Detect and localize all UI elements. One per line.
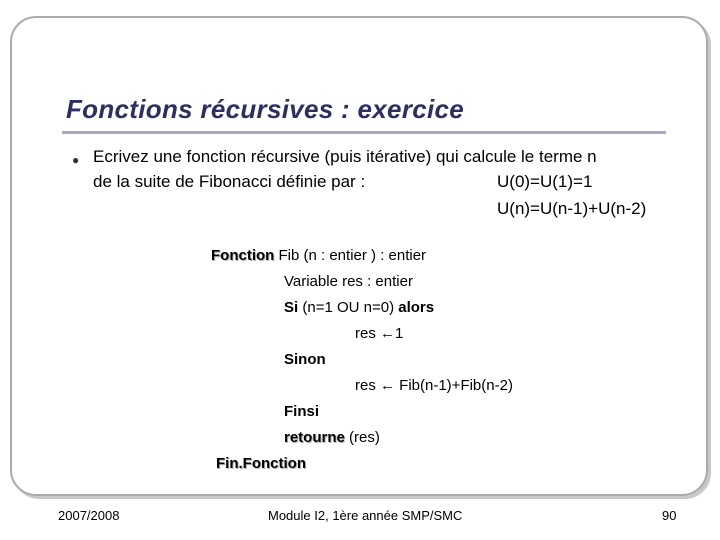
title-underline (62, 131, 666, 134)
si-condition: (n=1 OU n=0) (298, 299, 399, 316)
formula-recurrence: U(n)=U(n-1)+U(n-2) (497, 199, 647, 218)
code-line-res-assign1: res ←1 (355, 325, 404, 342)
bullet-icon: ● (72, 153, 80, 167)
slide-title: Fonctions récursives : exercice (66, 94, 465, 124)
keyword-fin-fonction: Fin.Fonction (216, 455, 306, 472)
function-signature: Fib (n : entier ) : entier (274, 247, 427, 264)
keyword-fonction: Fonction (211, 247, 275, 264)
code-line-variable: Variable res : entier (284, 273, 413, 290)
footer-course: Module I2, 1ère année SMP/SMC (268, 508, 463, 523)
retourne-arg: (res) (344, 429, 380, 446)
exercise-text-line1: Ecrivez une fonction récursive (puis itérative) qui calcule le terme n (93, 147, 597, 166)
code-line-res-assign2: res ← Fib(n-1)+Fib(n-2) (355, 377, 513, 394)
keyword-alors: alors (398, 299, 435, 316)
footer-page-number: 90 (662, 508, 677, 523)
code-line-retourne (284, 429, 380, 446)
code-line-fonction (211, 247, 426, 264)
keyword-finsi: Finsi (284, 403, 320, 420)
code-line-si (284, 299, 434, 316)
keyword-sinon: Sinon (284, 351, 326, 368)
footer-date: 2007/2008 (58, 508, 120, 523)
exercise-text-line2: de la suite de Fibonacci définie par : (93, 172, 366, 191)
keyword-retourne: retourne (284, 429, 345, 446)
formula-base-case: U(0)=U(1)=1 (497, 172, 593, 191)
keyword-si: Si (284, 299, 299, 316)
